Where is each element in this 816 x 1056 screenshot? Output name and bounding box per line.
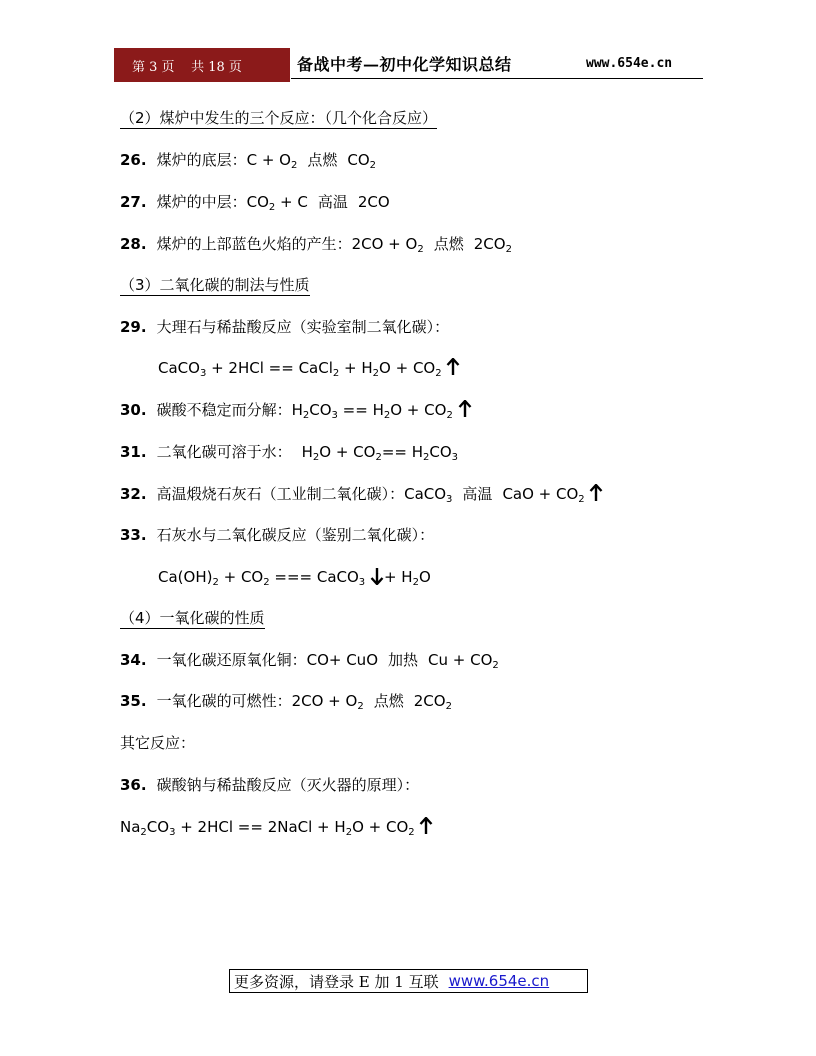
footer-link[interactable]: www.654e.cn [448,972,550,990]
item-26: 26. 煤炉的底层：$C + O_2$ 点燃 $CO_2$ [120,151,377,171]
footer-text: 更多资源，请登录 E 加 1 互联 [234,972,439,991]
precipitate-down-arrow-icon [370,567,384,585]
other-reactions-heading: 其它反应： [120,734,196,752]
item-27: 27. 煤炉的中层：$CO_2 + C$ 高温 2CO [120,193,390,213]
gas-up-arrow-icon [446,358,460,376]
footer-box [229,969,588,993]
item-36-equation: $Na_2CO_3 + 2HCl$ == 2NaCl + $H_2O + CO_2$ [120,817,433,837]
gas-up-arrow-icon [589,484,603,502]
page-number-badge [114,48,290,82]
item-32: 32. 高温煅烧石灰石（工业制二氧化碳）：CaCO$_3$ 高温 CaO + $CO_2$ [120,484,603,504]
item-35: 35. 一氧化碳的可燃性：$2CO + O_2$ 点燃 $2CO_2$ [120,692,452,712]
header-rule [291,78,703,79]
section-heading-4: （4）一氧化碳的性质 [120,609,265,627]
item-28: 28. 煤炉的上部蓝色火焰的产生：$2CO + O_2$ 点燃 $2CO_2$ [120,235,512,255]
header-site: www.654e.cn [586,56,673,71]
item-29: 29. 大理石与稀盐酸反应（实验室制二氧化碳）： [120,318,450,336]
page-total: 共 18 页 [191,59,242,75]
item-29-equation: CaCO$_3$ + 2HCl == CaCl$_2$ + $H_2O + CO_2$ [158,358,460,378]
item-33-equation: $Ca(OH)_2 + CO_2$ === CaCO$_3$ + $H_2O$ [158,568,431,588]
item-31: 31. 二氧化碳可溶于水： $H_2O + CO_2== H_2CO_3$ [120,443,459,463]
page-number: 第 3 页 [132,59,175,75]
section-heading-2: （2）煤炉中发生的三个反应：（几个化合反应） [120,109,438,127]
item-34: 34. 一氧化碳还原氧化铜：CO+ CuO 加热 $Cu + CO_2$ [120,651,499,671]
gas-up-arrow-icon [458,400,472,418]
section-heading-3: （3）二氧化碳的制法与性质 [120,276,310,294]
gas-up-arrow-icon [419,817,433,835]
item-33: 33. 石灰水与二氧化碳反应（鉴别二氧化碳）： [120,526,435,544]
item-30: 30. 碳酸不稳定而分解：$H_2CO_3 == H_2O + CO_2$ [120,400,472,420]
document-title: 备战中考—初中化学知识总结 [297,55,512,74]
item-36: 36. 碳酸钠与稀盐酸反应（灭火器的原理）： [120,776,420,794]
